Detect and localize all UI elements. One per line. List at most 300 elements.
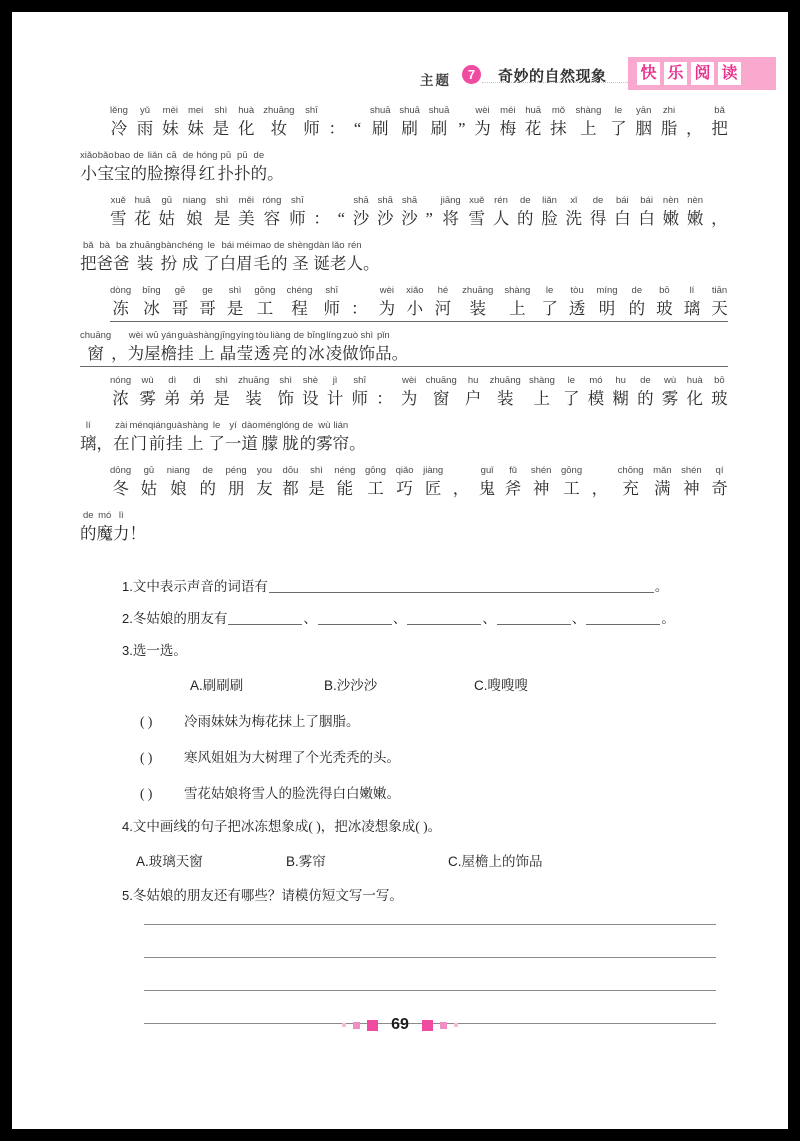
pinyin: néng	[334, 465, 356, 476]
ruby-char	[214, 194, 231, 230]
question-2-text: 冬姑娘的朋友有	[132, 611, 228, 626]
hanzi: 雪	[110, 209, 127, 228]
pinyin: shì	[279, 375, 293, 386]
ruby-char	[504, 284, 530, 320]
page-title: 奇妙的自然现象	[498, 68, 607, 85]
ruby-char	[180, 149, 197, 185]
hanzi: 窗	[432, 389, 450, 408]
hanzi: 计	[326, 389, 344, 408]
ruby-char	[147, 149, 164, 185]
pinyin: shuā	[369, 105, 391, 116]
q2-sep-1: 、	[303, 611, 317, 626]
pinyin: pū	[220, 150, 232, 161]
question-3-option-c[interactable]	[474, 674, 528, 694]
ruby-char	[349, 419, 366, 455]
ruby-char	[500, 104, 517, 140]
hanzi: 都	[282, 479, 299, 498]
hanzi: “	[337, 209, 345, 228]
pinyin: mǒ	[551, 105, 566, 116]
pinyin: shuā	[428, 105, 450, 116]
pinyin: liàng	[270, 330, 291, 341]
question-3-item-bracket[interactable]: ( )	[140, 786, 153, 801]
ruby-char	[277, 374, 294, 410]
pinyin: wù	[663, 375, 677, 386]
hanzi: 玻	[711, 389, 728, 408]
passage-line-row	[80, 329, 728, 367]
pinyin: bǎ	[714, 105, 725, 116]
ruby-char	[241, 419, 258, 455]
ruby-char	[612, 374, 629, 410]
ruby-char	[97, 509, 114, 545]
hanzi: 朋	[227, 479, 245, 498]
ruby-char	[208, 419, 225, 455]
hanzi: 冰	[308, 344, 325, 363]
hanzi: 雪	[468, 209, 485, 228]
ruby-char	[227, 284, 244, 320]
hanzi: 做	[342, 344, 359, 363]
page-number: 69	[391, 1016, 409, 1033]
hanzi: 美	[238, 209, 255, 228]
pinyin: mèi	[162, 105, 178, 116]
pinyin: pū	[237, 150, 248, 161]
page-footer	[12, 1016, 788, 1034]
hanzi: 刷	[371, 119, 389, 138]
ruby-char	[401, 374, 418, 410]
hanzi: 浓	[112, 389, 129, 408]
hanzi: 擦	[163, 164, 180, 183]
ruby-char	[113, 419, 130, 455]
hanzi: 的	[299, 434, 317, 453]
pinyin: mén	[129, 420, 148, 431]
pinyin: you	[256, 465, 273, 476]
passage-line	[12, 284, 788, 329]
hanzi: 璃	[683, 299, 701, 318]
ruby-char	[363, 239, 380, 275]
hanzi: ，	[111, 344, 128, 363]
hanzi: 为	[378, 299, 396, 318]
pinyin: niang	[182, 195, 207, 206]
pinyin: dàn	[313, 240, 330, 251]
hanzi: 的	[80, 524, 97, 543]
hanzi: 将	[442, 209, 459, 228]
pinyin: míng	[596, 285, 618, 296]
passage-line	[12, 239, 788, 284]
ruby-char	[253, 239, 271, 275]
ruby-char	[592, 464, 609, 500]
pinyin: méi	[236, 240, 252, 251]
ruby-char	[316, 419, 333, 455]
hanzi: 的	[130, 164, 147, 183]
pinyin: xuě	[469, 195, 485, 206]
question-3-option-a[interactable]	[190, 674, 324, 694]
pinyin: chéng	[286, 285, 313, 296]
pinyin: rén	[347, 240, 362, 251]
ruby-char	[251, 149, 268, 185]
q2-sep-2: 、	[392, 611, 407, 626]
ruby-char	[376, 374, 393, 410]
pinyin: qí	[715, 465, 724, 476]
hanzi: 雾	[661, 389, 679, 408]
question-3-number: 3.	[122, 643, 133, 658]
ruby-char	[130, 239, 161, 275]
hanzi: 斧	[504, 479, 522, 498]
pinyin: wèi	[379, 285, 394, 296]
answer-lines	[144, 892, 716, 1024]
option-c-label: C.	[448, 854, 462, 869]
question-2-blank[interactable]	[407, 612, 481, 625]
hanzi: 红	[198, 164, 216, 183]
hanzi: 檐	[160, 344, 178, 363]
ruby-char	[453, 464, 470, 500]
passage-line-row	[110, 104, 728, 140]
ruby-char	[167, 464, 190, 500]
ruby-char	[258, 419, 282, 455]
pinyin: shī	[305, 105, 318, 116]
pinyin: de	[202, 465, 214, 476]
decor-square-medium-left	[353, 1022, 360, 1029]
hanzi: 透	[568, 299, 586, 318]
question-2-blank[interactable]	[586, 612, 660, 625]
hanzi: 宝	[97, 164, 114, 183]
question-2-blank[interactable]	[228, 612, 302, 625]
option-a-label: A.	[136, 854, 149, 869]
ruby-char	[262, 194, 281, 230]
pinyin: bàn	[160, 240, 177, 251]
pinyin: zuò	[342, 330, 359, 341]
pinyin: gē	[174, 285, 186, 296]
answer-line[interactable]	[144, 892, 716, 925]
ruby-char	[199, 464, 216, 500]
ruby-char	[80, 239, 97, 275]
ruby-char	[392, 329, 409, 365]
pinyin: shè	[302, 375, 319, 386]
pinyin: shì	[360, 330, 374, 341]
hanzi: 小	[406, 299, 424, 318]
pinyin: hu	[467, 375, 479, 386]
ruby-char	[686, 104, 703, 140]
ruby-char	[287, 284, 313, 320]
hanzi: 弟	[188, 389, 206, 408]
hanzi: ，	[686, 119, 703, 138]
ruby-char	[177, 329, 194, 365]
pinyin: bà	[99, 240, 111, 251]
hanzi: 透	[254, 344, 271, 363]
question-4	[122, 818, 728, 835]
hanzi: 是	[226, 299, 244, 318]
ruby-char	[711, 464, 728, 500]
ruby-char	[637, 374, 654, 410]
hanzi: 为	[400, 389, 418, 408]
ruby-char	[238, 194, 255, 230]
ruby-char	[142, 284, 161, 320]
ruby-char	[236, 329, 254, 365]
hanzi: 。	[362, 254, 380, 273]
ruby-char	[137, 104, 154, 140]
q2-sep-3: 、	[482, 611, 496, 626]
hanzi: 的	[637, 389, 654, 408]
ruby-char	[110, 284, 131, 320]
hanzi: 冬	[112, 479, 129, 498]
question-1-blank[interactable]	[269, 580, 654, 593]
hanzi: ，	[452, 479, 470, 498]
hanzi: 师	[323, 299, 340, 318]
ruby-char	[282, 419, 300, 455]
pinyin: tiān	[711, 285, 728, 296]
pinyin: yán	[161, 330, 177, 341]
pinyin: xuě	[110, 195, 126, 206]
hanzi: 脸	[541, 209, 558, 228]
hanzi: 装	[469, 299, 486, 318]
ruby-char	[130, 509, 147, 545]
ruby-char	[271, 239, 288, 275]
pinyin: guà	[177, 330, 194, 341]
pinyin: guǐ	[480, 465, 494, 476]
ruby-char	[144, 329, 161, 365]
question-3-item-bracket[interactable]: ( )	[140, 750, 153, 765]
hanzi: 能	[336, 479, 354, 498]
ruby-char	[134, 194, 151, 230]
question-4-option-b[interactable]	[286, 850, 448, 870]
questions-section	[12, 578, 788, 919]
hanzi: 毛	[253, 254, 271, 273]
ruby-char	[163, 149, 180, 185]
pinyin: shèng	[287, 240, 314, 251]
hanzi: 圣	[292, 254, 309, 273]
ruby-char	[187, 104, 204, 140]
passage-line-row	[110, 284, 728, 322]
badge-char-1: 乐	[664, 62, 687, 85]
question-4-option-c[interactable]	[448, 850, 543, 870]
question-4-options	[122, 850, 728, 870]
ruby-char	[365, 464, 386, 500]
answer-line[interactable]	[144, 958, 716, 991]
hanzi: 把	[80, 254, 97, 273]
badge-char-2: 阅	[691, 62, 714, 85]
hanzi: 雨	[136, 119, 154, 138]
hanzi: 沙	[401, 209, 418, 228]
ruby-char	[329, 104, 346, 140]
hanzi: 装	[136, 254, 154, 273]
question-3-option-b[interactable]	[324, 674, 474, 694]
question-2-blank[interactable]	[318, 612, 392, 625]
hanzi: ，	[591, 479, 609, 498]
passage-line	[12, 419, 788, 464]
page-frame	[12, 12, 788, 1129]
question-2-blank[interactable]	[497, 612, 571, 625]
hanzi: 姑	[140, 479, 158, 498]
passage-line	[12, 464, 788, 509]
topic-label: 主题	[420, 73, 451, 88]
ruby-char	[653, 464, 671, 500]
q2-sep-4: 、	[571, 611, 586, 626]
ruby-char	[289, 194, 306, 230]
ruby-char	[629, 284, 646, 320]
hanzi: 是	[213, 209, 231, 228]
ruby-char	[226, 464, 247, 500]
hanzi: 工	[367, 479, 384, 498]
hanzi: 上	[509, 299, 526, 318]
hanzi: 帘	[332, 434, 350, 453]
hanzi: 抹	[550, 119, 567, 138]
hanzi: 嫩	[686, 209, 704, 228]
question-2-tail: 。	[661, 611, 675, 626]
pinyin: dào	[241, 420, 258, 431]
pinyin: shì	[215, 195, 229, 206]
ruby-char	[97, 149, 114, 185]
pinyin: gū	[143, 465, 155, 476]
pinyin: ge	[202, 285, 213, 296]
question-4-text[interactable]: 文中画线的句子把冰冻想象成( )，把冰凌想象成( )。	[132, 819, 442, 834]
ruby-char	[333, 419, 350, 455]
ruby-char	[238, 104, 255, 140]
pinyin: shī	[291, 195, 304, 206]
hanzi: 装	[496, 389, 514, 408]
pinyin: nèn	[662, 195, 679, 206]
hanzi: 化	[237, 119, 255, 138]
pinyin: jiàng	[423, 465, 444, 476]
pinyin: huà	[238, 105, 255, 116]
hanzi: 门	[130, 434, 147, 453]
question-3	[122, 642, 728, 659]
hanzi: 凌	[325, 344, 343, 363]
pinyin: de	[253, 150, 265, 161]
hanzi: 老	[329, 254, 347, 273]
ruby-char	[307, 329, 326, 365]
pinyin: le	[545, 285, 554, 296]
hanzi: ”	[458, 119, 466, 138]
pinyin: hu	[615, 375, 626, 386]
pinyin: shā	[353, 195, 369, 206]
ruby-char	[80, 509, 97, 545]
ruby-char	[111, 329, 128, 365]
question-1	[122, 578, 728, 595]
answer-line[interactable]	[144, 925, 716, 958]
ruby-char	[525, 104, 542, 140]
ruby-char	[352, 374, 369, 410]
pinyin: shì	[228, 285, 242, 296]
ruby-char	[354, 104, 361, 140]
hanzi: 工	[256, 299, 274, 318]
hanzi: 妹	[187, 119, 204, 138]
question-4-option-a[interactable]	[136, 850, 286, 870]
ruby-char	[113, 239, 130, 275]
pinyin: mǎn	[653, 465, 672, 476]
pinyin: méi	[500, 105, 516, 116]
ruby-char	[686, 374, 703, 410]
ruby-char	[663, 194, 680, 230]
hanzi: 一	[224, 434, 242, 453]
ruby-char	[271, 329, 291, 365]
hanzi: 师	[351, 389, 368, 408]
hanzi: 了	[610, 119, 627, 138]
hanzi: 扑	[234, 164, 251, 183]
ruby-char	[458, 104, 465, 140]
ruby-char	[189, 374, 206, 410]
ruby-char	[166, 419, 183, 455]
question-3-options	[122, 674, 728, 694]
hanzi: ：	[376, 389, 393, 408]
hanzi: 。	[391, 344, 409, 363]
hanzi: 容	[263, 209, 281, 228]
pinyin: tòu	[570, 285, 584, 296]
pinyin: xiǎo	[406, 285, 424, 296]
topic-number-badge: 7	[462, 65, 481, 84]
pinyin: bīng	[307, 330, 326, 341]
ruby-char	[550, 104, 567, 140]
hanzi: 户	[464, 389, 482, 408]
hanzi: 的	[628, 299, 646, 318]
ruby-char	[234, 149, 251, 185]
ruby-char	[505, 464, 522, 500]
pinyin: pǐn	[377, 330, 390, 341]
pinyin: le	[212, 420, 221, 431]
ruby-char	[254, 284, 275, 320]
pinyin: fǔ	[509, 465, 518, 476]
pinyin: de	[133, 150, 144, 161]
pinyin: rén	[494, 195, 508, 206]
ruby-char	[684, 284, 701, 320]
pinyin: dòng	[110, 285, 132, 296]
hanzi: 诞	[313, 254, 330, 273]
hanzi: 上	[580, 119, 597, 138]
pinyin: bō	[714, 375, 725, 386]
passage-line-row	[80, 509, 728, 545]
hanzi: 窗	[87, 344, 104, 363]
pinyin: mao	[252, 240, 272, 251]
hanzi: 把	[711, 119, 728, 138]
ruby-char	[218, 149, 235, 185]
hanzi: 朦	[261, 434, 278, 453]
hanzi: 哥	[199, 299, 216, 318]
page-header	[12, 57, 788, 99]
hanzi: ：	[313, 209, 330, 228]
ruby-char	[148, 419, 166, 455]
hanzi: 装	[245, 389, 262, 408]
ruby-char	[493, 194, 510, 230]
ruby-char	[110, 464, 131, 500]
hanzi: “	[353, 119, 362, 138]
pinyin: dì	[168, 375, 177, 386]
hanzi: 梅	[499, 119, 517, 138]
ruby-char	[711, 374, 728, 410]
pinyin: gū	[161, 195, 173, 206]
pinyin: huā	[525, 105, 542, 116]
ruby-char	[238, 374, 269, 410]
pinyin: mei	[187, 105, 204, 116]
ruby-char	[563, 374, 580, 410]
hanzi: 人	[346, 254, 363, 273]
pinyin: shàng	[528, 375, 555, 386]
ruby-char	[203, 239, 220, 275]
ruby-char	[288, 239, 314, 275]
hanzi: 前	[148, 434, 166, 453]
hanzi: 哥	[171, 299, 189, 318]
question-3-item-bracket[interactable]: ( )	[140, 714, 153, 729]
hanzi: 爸	[96, 254, 113, 273]
pinyin: líng	[326, 330, 342, 341]
pinyin: qiǎo	[395, 465, 414, 476]
question-2	[122, 610, 728, 627]
pinyin: bái	[221, 240, 235, 251]
pinyin: zhuāng	[263, 105, 295, 116]
pinyin: huā	[134, 195, 151, 206]
pinyin: wèi	[475, 105, 490, 116]
pinyin: nóng	[110, 375, 132, 386]
hanzi: 白	[638, 209, 655, 228]
hanzi: 了	[208, 434, 225, 453]
ruby-char	[213, 374, 230, 410]
ruby-char	[172, 284, 189, 320]
